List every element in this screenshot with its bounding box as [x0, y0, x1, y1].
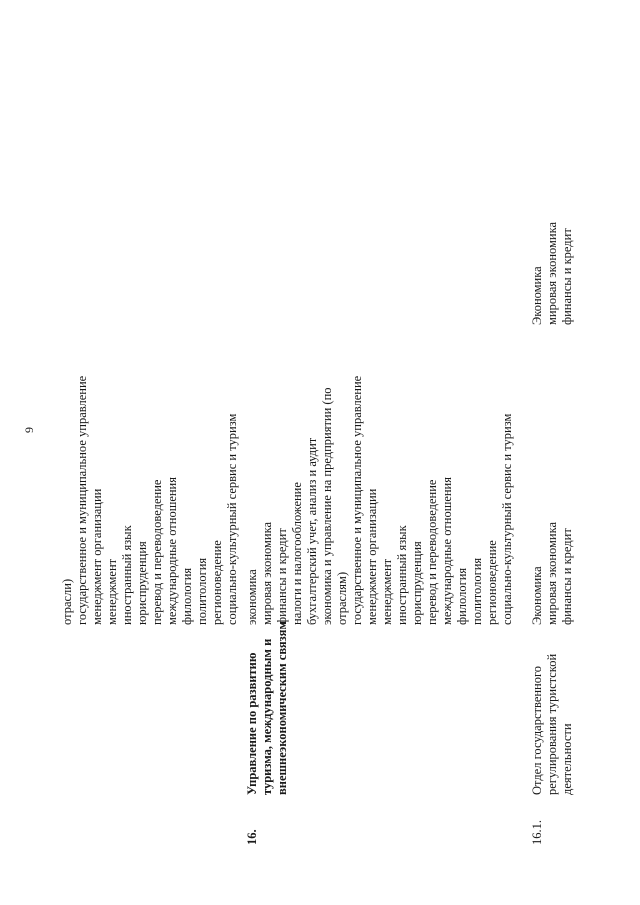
list-item: государственное и муниципальное управление	[75, 375, 89, 625]
list-item: экономика и управление на предприятии (по	[320, 387, 334, 625]
list-item: социально-культурный сервис и туризм	[225, 413, 239, 625]
list-item: финансы и кредит	[560, 528, 574, 625]
page-number: 9	[22, 427, 36, 433]
row-16-specialty-list	[245, 155, 515, 625]
list-item: менеджмент организации	[365, 488, 379, 625]
list-item: Экономика	[530, 566, 544, 625]
list-item: мировая экономика	[260, 521, 274, 625]
list-item: отрасли)	[60, 578, 74, 625]
list-item: менеджмент организации	[90, 488, 104, 625]
list-item: филология	[180, 567, 194, 625]
row-16-number: 16.	[245, 829, 259, 845]
list-item: финансы и кредит	[560, 228, 574, 325]
list-item: перевод и переводоведение	[150, 479, 164, 625]
list-item: международные отношения	[165, 477, 179, 625]
list-item: филология	[455, 567, 469, 625]
list-item: перевод и переводоведение	[425, 479, 439, 625]
list-item: политология	[195, 557, 209, 625]
row-16-name-line: Управление по развитию	[245, 652, 259, 795]
list-item: государственное и муниципальное управление	[350, 375, 364, 625]
row-16-1-specialty-list-b	[530, 85, 575, 325]
list-item: налоги и налогообложение	[290, 482, 304, 625]
row-16-name-line: внешнеэкономическим связям	[275, 621, 289, 795]
top-specialty-list	[60, 155, 240, 625]
row-16-1-name-line: Отдел государственного	[530, 665, 544, 795]
list-item: международные отношения	[440, 477, 454, 625]
list-item: иностранный язык	[395, 525, 409, 625]
list-item: Экономика	[530, 266, 544, 325]
row-16-name-line: туризма, международным и	[260, 638, 274, 795]
list-item: отраслям)	[335, 571, 349, 625]
list-item: менеджмент	[380, 558, 394, 625]
row-16-1-number: 16.1.	[530, 820, 544, 845]
list-item: экономика	[245, 569, 259, 625]
list-item: бухгалтерский учет, анализ и аудит	[305, 437, 319, 625]
list-item: юриспруденция	[410, 541, 424, 625]
list-item: финансы и кредит	[275, 528, 289, 625]
list-item: социально-культурный сервис и туризм	[500, 413, 514, 625]
list-item: политология	[470, 557, 484, 625]
list-item: мировая экономика	[545, 521, 559, 625]
list-item: мировая экономика	[545, 221, 559, 325]
list-item: менеджмент	[105, 558, 119, 625]
list-item: юриспруденция	[135, 541, 149, 625]
row-16-1-name-line: регулирования туристской	[545, 653, 559, 795]
list-item: регионоведение	[210, 540, 224, 625]
row-16-1-name-line: деятельности	[560, 723, 574, 795]
list-item: регионоведение	[485, 540, 499, 625]
list-item: иностранный язык	[120, 525, 134, 625]
